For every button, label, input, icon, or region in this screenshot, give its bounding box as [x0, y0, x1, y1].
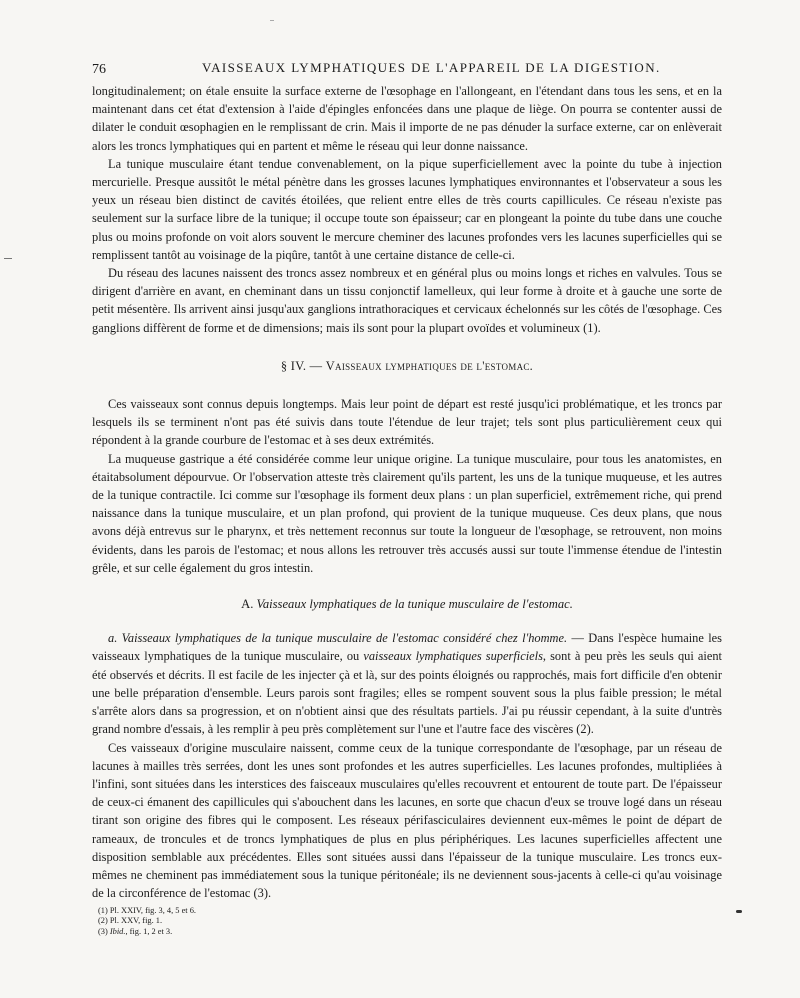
paragraph: La muqueuse gastrique a été considérée comme leur unique origine. La tunique musculaire, pour tous les anatomistes, en étaitabsolument dépourvue. Or l'observation atteste très clairement qu'ils partent, les uns de la tunique muqueuse, et les autres de la tunique contractile. Ici comme sur l'œsophage ils forment deux plans : un plan superficiel, extrêmement riche, qui prend naissance dans la tunique musculaire, et un plan profond, qui provient de la tunique muqueuse. Ces deux plans, que nous avons déjà entrevus sur le pharynx, et très nettement reconnus sur toute la longueur de l'œsophage, se retrouvent, non moins évidents, dans les parois de l'estomac; et nous allons les retrouver très accusés aussi sur toute l'immense étendue de l'intestin grêle, et sur celle également du gros intestin. — [92, 451, 722, 575]
paragraph — [92, 629, 722, 738]
paragraph: Ces vaisseaux sont connus depuis longtemps. Mais leur point de départ est resté jusqu'ici problématique, et les troncs par lesquels ils se terminent n'ont pas été suivis dans toute l'étendue de leur trajet; tels sont plus particulièrement ceux qui répondent à la grande courbure de l'estomac et à ses deux extrémités. — [92, 397, 722, 448]
body-text — [92, 82, 722, 902]
footnote-italic: Ibid. — [109, 926, 126, 936]
footnote — [98, 927, 196, 937]
paragraph-text: , sont à peu près les seuls qui aient été observés et décrits. Il est facile de les injecter çà et là, sur des points éloignés ou rapprochés, mais fort difficile d'en obtenir une belle préparation d'ensemble. Leurs parois sont fragiles; elles se rompent souvent sous la plus faible pression; le métal s'arrête alors dans sa progression, et on n'obtient ainsi que des résultats partiels. J'ai pu réussir cependant, à la suite d'untrès grand nombre d'essais, à les remplir à peu près complètement sur l'une et l'autre face des viscères (2). — [92, 649, 722, 737]
footnote-suffix: , fig. 1, 2 et 3. — [125, 926, 173, 936]
subsection-letter: A. — [241, 597, 257, 612]
scan-mark — [270, 20, 274, 21]
paragraph-text: — Dans l'espèce humaine les vaisseaux lymphatiques de la tunique musculaire, ou — [92, 631, 722, 664]
ink-mark — [736, 910, 742, 913]
section-heading — [92, 357, 722, 375]
paragraph: La tunique musculaire étant tendue convenablement, on la pique superficiellement avec la pointe du tube à injection mercurielle. Presque aussitôt le métal pénètre dans les grosses lacunes lymphatiques environnantes et l'observateur a sous les yeux un réseau bien distinct de cavités étoilées, que relient entre elles de très courts capillicules. Ce réseau n'existe pas seulement sur la surface libre de la tunique; il occupe toute son épaisseur; car en plongeant la pointe du tube dans une couche plus ou moins profonde on voit alors souvent le mercure cheminer des lacunes profondes vers les lacunes superficielles qui se remplissent tantôt au voisinage de la piqûre, tantôt à une certaine distance de celle-ci. — [92, 156, 722, 262]
subsection-title: Vaisseaux lymphatiques de la tunique musculaire de l'estomac. — [256, 597, 573, 612]
paragraph-lead: a. Vaisseaux lymphatiques de la tunique musculaire de l'estomac considéré chez l'homme. — [108, 631, 568, 646]
section-number: § IV. — — [280, 358, 326, 373]
footnote: (1) Pl. XXIV, fig. 3, 4, 5 et 6. — [98, 906, 197, 915]
section-title: Vaisseaux lymphatiques de l'estomac. — [325, 358, 534, 373]
subsection-heading — [92, 595, 722, 613]
page-number: 76 — [92, 62, 106, 77]
footnote: (2) Pl. XXV, fig. 1. — [98, 916, 163, 926]
running-head: VAISSEAUX LYMPHATIQUES DE L'APPAREIL DE LA DIGESTION. — [202, 60, 661, 75]
footnotes — [98, 906, 196, 937]
paragraph: Ces vaisseaux d'origine musculaire naissent, comme ceux de la tunique correspondante de l'œsophage, par un réseau de lacunes à mailles très serrées, dont les unes sont profondes et les autres superficielles. Les lacunes profondes, multipliées à l'infini, sont situées dans les interstices des faisceaux musculaires qu'elles recouvrent et entourent de toute part. De l'épaisseur de ceux-ci émanent des capillicules qui s'abouchent dans les lacunes, en sorte que chacun d'eux se trouve logé dans un réseau tirant son origine des fibres qui le composent. Les réseaux périfasciculaires deviennent eux-mêmes le point de départ de rameaux, de troncules et de troncs lymphatiques de plus en plus périphériques. Les lacunes superficielles affectent une disposition semblable aux précédentes. Elles sont situées aussi dans l'épaisseur de la tunique musculaire. Les troncs eux-mêmes ne cheminent pas immédiatement sous la tunique péritonéale; ils ne deviennent sous-jacents à celle-ci qu'au voisinage de la circonférence de l'estomac (3). — [92, 740, 722, 901]
paragraph: Du réseau des lacunes naissent des troncs assez nombreux et en général plus ou moins longs et riches en valvules. Tous se dirigent d'arrière en avant, en cheminant dans un tissu conjonctif lamelleux, qui leur forme à droite et à gauche une sorte de petit mésentère. Ils arrivent ainsi jusqu'aux ganglions intrathoraciques et cervicaux échelonnés sur les côtés de l'œsophage. Ces ganglions diffèrent de forme et de dimensions; mais ils sont pour la plupart ovoïdes et volumineux (1). — [92, 266, 722, 335]
footnote-prefix: (3) — [98, 926, 110, 936]
paragraph: longitudinalement; on étale ensuite la surface externe de l'œsophage en l'allongeant, en l'étendant dans tous les sens, et en la maintenant dans cet état d'extension à l'aide d'épingles enfoncées dans une plaque de liège. On pourra se contenter aussi de dilater le conduit œsophagien en le remplissant de crin. Mais il importe de ne pas dénuder la surface externe, car on enlèverait alors les troncs lymphatiques qui en partent et même le réseau qui leur donne naissance. — [92, 84, 722, 153]
paragraph-italic: vaisseaux lymphatiques superficiels — [363, 649, 543, 664]
margin-mark — [4, 258, 12, 259]
